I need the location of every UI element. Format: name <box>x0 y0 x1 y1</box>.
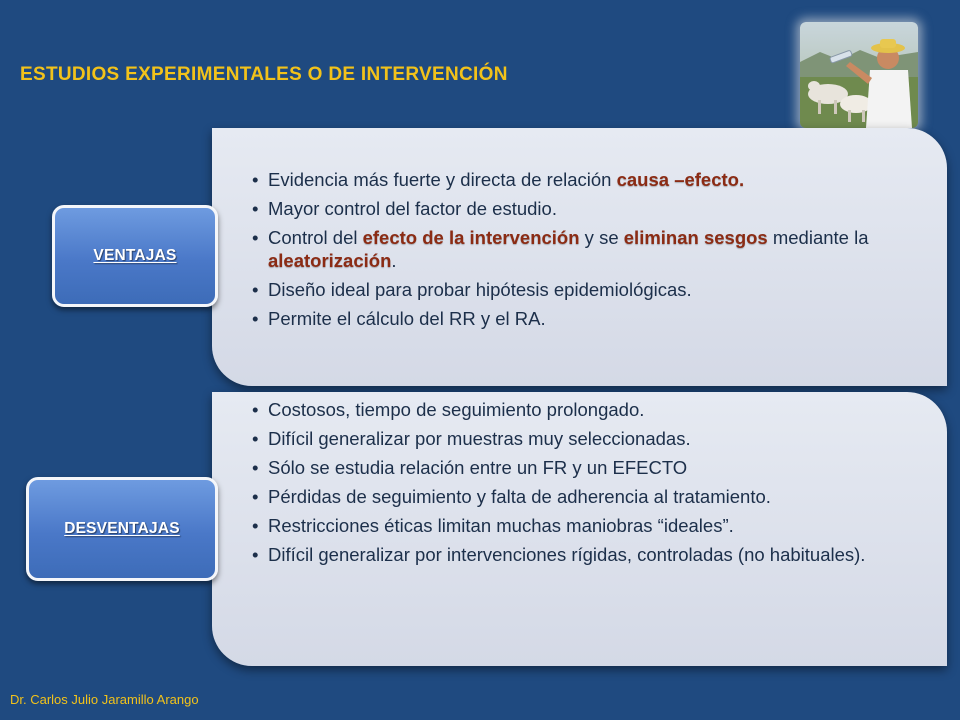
item-text: Mayor control del factor de estudio. <box>268 198 557 219</box>
desventajas-list <box>252 398 887 572</box>
item-text: Diseño ideal para probar hipótesis epidemiológicas. <box>268 279 692 300</box>
item-text-mid2: mediante la <box>767 227 869 248</box>
list-item <box>252 168 887 191</box>
ventajas-label: VENTAJAS <box>93 247 177 264</box>
item-text: Evidencia más fuerte y directa de relación <box>268 169 617 190</box>
list-item: • Pérdidas de seguimiento y falta de adherencia al tratamiento. <box>252 485 887 508</box>
item-tail: . <box>391 250 397 271</box>
item-text: Control del <box>268 227 363 248</box>
list-item <box>252 197 887 220</box>
ventajas-list <box>252 168 887 336</box>
ventajas-tag <box>52 205 218 307</box>
item-text: Permite el cálculo del RR y el RA. <box>268 308 546 329</box>
highlight-aleatorizacion: aleatorización <box>268 250 392 271</box>
desventajas-label: DESVENTAJAS <box>64 520 180 537</box>
list-item: • Restricciones éticas limitan muchas maniobras “ideales”. <box>252 514 887 537</box>
highlight-causa-efecto: causa –efecto <box>616 169 739 190</box>
farmer-goats-photo <box>800 22 918 128</box>
list-item: • Difícil generalizar por muestras muy seleccionadas. <box>252 427 887 450</box>
list-item: • Sólo se estudia relación entre un FR y un EFECTO <box>252 456 887 479</box>
list-item: • Difícil generalizar por intervenciones rígidas, controladas (no habituales). <box>252 543 887 566</box>
desventajas-tag <box>26 477 218 581</box>
item-tail: . <box>738 169 745 190</box>
list-item <box>252 307 887 330</box>
author-footer: Dr. Carlos Julio Jaramillo Arango <box>10 692 199 707</box>
ventajas-panel <box>212 128 947 386</box>
list-item: • Costosos, tiempo de seguimiento prolongado. <box>252 398 887 421</box>
slide-title: ESTUDIOS EXPERIMENTALES O DE INTERVENCIÓN <box>20 64 508 85</box>
list-item <box>252 226 887 272</box>
item-text-mid: y se <box>579 227 624 248</box>
list-item <box>252 278 887 301</box>
desventajas-panel <box>212 392 947 666</box>
highlight-eliminan-sesgos: eliminan sesgos <box>623 227 768 248</box>
farmer-goats-illustration <box>800 22 918 128</box>
highlight-efecto-intervencion: efecto de la intervención <box>362 227 580 248</box>
